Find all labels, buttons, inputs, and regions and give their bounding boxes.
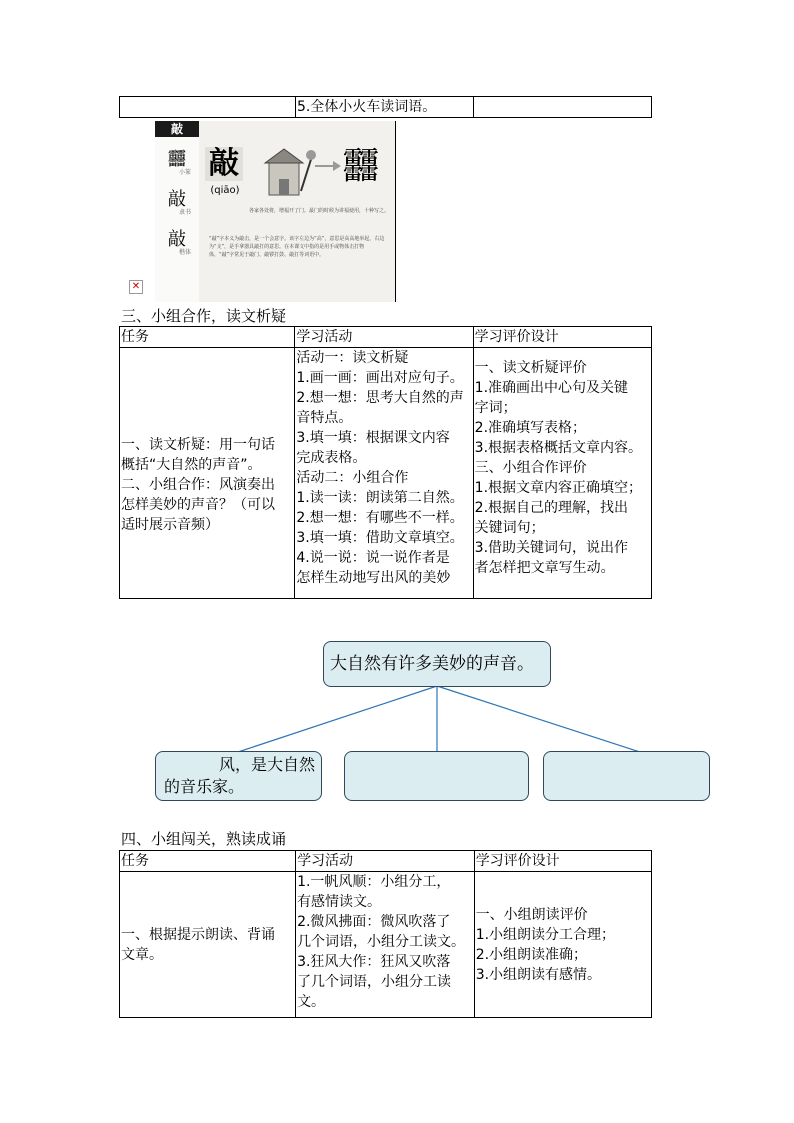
text-line: 文章。: [121, 946, 163, 963]
arrow-target-char: 䨻: [343, 146, 380, 187]
text-line: 怎样美妙的声音？（可以: [121, 497, 275, 513]
text-line: 了几个词语，小组分工读: [297, 974, 452, 990]
seal-char: 䨻: [168, 149, 186, 170]
text-line: 3.填一填：根据课文内容: [296, 430, 450, 446]
section3-header-task: 任务: [120, 327, 295, 348]
text-line: 2.微风拂面：微风吹落了: [297, 914, 451, 930]
section4-task-cell: [120, 872, 296, 1018]
regular-char: 敲: [168, 229, 186, 250]
broken-image-icon: ✕: [129, 280, 143, 294]
text-line: 1.一帆风顺：小组分工，: [297, 874, 451, 890]
text-line: 一、读文析疑评价: [474, 360, 587, 376]
image-paragraph: “敲”字本义为敲击，是一个会意字。该字左边为“高”，意思是高高地举起，右边为“攴”，是手拿器具敲打的意思。在本课文中指的是用手或物体击打物体，“敲”字常见于敲门、敲锣打鼓、敲打等词语中。: [209, 236, 385, 258]
text-line: 音特点。: [296, 410, 353, 426]
text-line: 活动一：读文析疑: [296, 350, 409, 366]
section4-table: [119, 850, 652, 1018]
text-line: 一、读文析疑：用一句话: [121, 437, 275, 453]
diagram-box-2: [344, 751, 529, 801]
connector-line-right: [437, 686, 640, 752]
text-line: 1.小组朗读分工合理；: [475, 926, 616, 943]
text-line: 3.填一填：借助文章填空。: [296, 530, 464, 546]
header-char-label: 敲: [155, 121, 199, 137]
section4-task-text: [121, 925, 294, 965]
top-row-text: 5.全体小火车读词语。: [296, 99, 437, 115]
box1-line: 风，是大自然: [218, 755, 315, 774]
pinyin: (qiāo): [210, 185, 240, 196]
text-line: 关键词句；: [474, 520, 545, 536]
section4-header-eval: 学习评价设计: [474, 851, 651, 872]
text-line: 3.根据表格概括文章内容。: [474, 440, 643, 456]
text-line: 适时展示音频）: [121, 517, 219, 533]
seal-label: 小篆: [179, 169, 192, 176]
text-line: 文。: [297, 994, 326, 1010]
text-line: 2.准确填写表格；: [474, 420, 587, 436]
diagram-top-box: [323, 641, 551, 687]
section4-header-activity: 学习活动: [296, 851, 475, 872]
section4-title: 四、小组闯关，熟读成诵: [121, 830, 287, 848]
section4-activity-cell: [296, 872, 475, 1018]
section3-header-activity: 学习活动: [295, 327, 473, 348]
text-line: 概括“大自然的声音”。: [121, 457, 262, 473]
text-line: 字词；: [474, 400, 517, 416]
text-line: 2.想一想：有哪些不一样。: [296, 510, 464, 526]
section4-activity-text: [297, 872, 473, 1012]
text-line: 3.小组朗读有感情。: [475, 966, 602, 983]
text-line: 三、小组合作评价: [474, 460, 587, 476]
box1-line: 的音乐家。: [164, 777, 245, 796]
diagram-box-1: [155, 751, 322, 801]
text-line: 1.根据文章内容正确填空；: [474, 480, 643, 496]
text-line: 几个词语，小组分工读文。: [297, 934, 466, 950]
text-line: 1.准确画出中心句及关键: [474, 380, 629, 396]
text-line: 4.说一说：说一说作者是: [296, 550, 450, 566]
text-line: 活动二：小组合作: [296, 470, 409, 486]
text-line: 者怎样把文章写生动。: [474, 560, 615, 576]
text-line: 1.画一画：画出对应句子。: [296, 370, 464, 386]
text-line: 2.根据自己的理解，找出: [474, 500, 629, 516]
text-line: 3.借助关键词句，说出作: [474, 540, 629, 556]
diagram-box-3: [543, 751, 710, 801]
text-line: 有感情读文。: [297, 894, 382, 910]
section4-header-task: 任务: [120, 851, 296, 872]
section3-title: 三、小组合作，读文析疑: [121, 307, 287, 325]
section3-header-eval: 学习评价设计: [473, 327, 651, 348]
section4-eval-cell: [474, 872, 651, 1018]
text-line: 怎样生动地写出风的美妙: [296, 570, 451, 586]
clerical-label: 隶书: [179, 209, 192, 216]
regular-label: 楷体: [179, 249, 192, 256]
diagram-top-text: 大自然有许多美妙的声音。: [330, 654, 534, 674]
section4-eval-text: [476, 905, 650, 985]
image-caption: 各家各处将，增福开了门。最门的时候为讲福使用，十种写之。: [249, 208, 390, 214]
text-line: 2.想一想：思考大自然的声: [296, 390, 464, 406]
text-line: 一、小组朗读评价: [475, 906, 588, 923]
big-char: 敲: [205, 147, 243, 181]
text-line: 2.小组朗读准确；: [475, 946, 588, 963]
text-line: 一、根据提示朗读、背诵: [121, 926, 275, 943]
text-line: 完成表格。: [296, 450, 367, 466]
text-line: 3.狂风大作：狂风又吹落: [297, 954, 451, 970]
text-line: 1.读一读：朗读第二自然。: [296, 490, 464, 506]
connector-line-left: [238, 686, 437, 752]
clerical-char: 敲: [168, 189, 186, 210]
text-line: 二、小组合作：风演奏出: [121, 477, 275, 493]
